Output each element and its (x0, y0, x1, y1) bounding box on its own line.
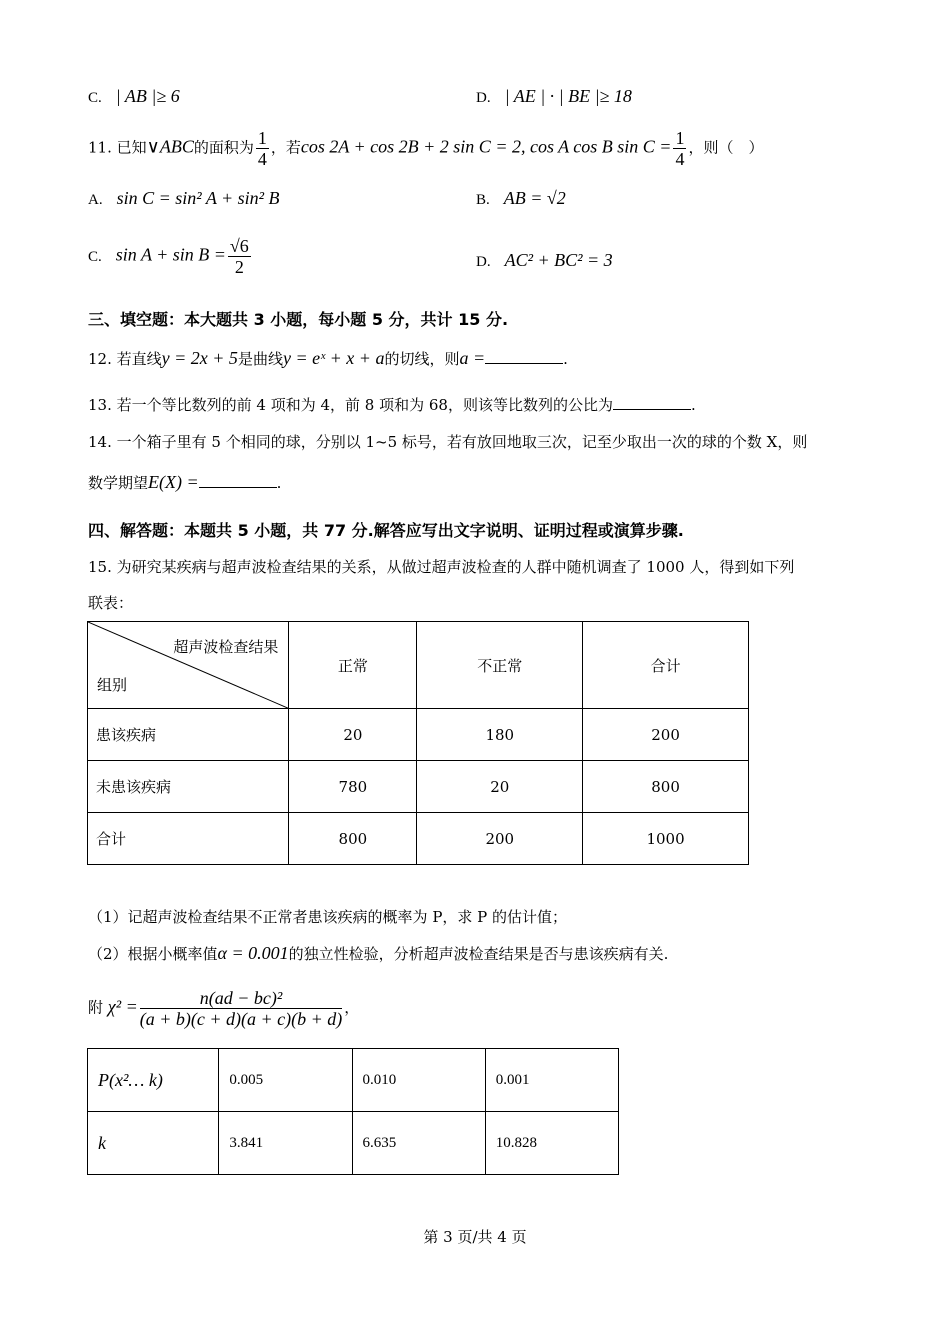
q14-answer-blank (199, 473, 277, 488)
section-3-heading: 三、填空题：本大题共 3 小题，每小题 5 分，共计 15 分. (88, 310, 509, 329)
q11-area-fraction: $\frac{1}{4}$ (257, 128, 267, 169)
q11-option-d: D. AC² + BC² = 3 (476, 250, 613, 270)
q11-cond-fraction: $\frac{1}{4}$ (675, 128, 685, 169)
table-row: k 3.841 6.635 10.828 (88, 1112, 619, 1175)
q11-stem: 11. 已知∨ABC的面积为 $\frac{1}{4}$ ，若cos 2A + cos 2B + 2 sin C = 2, cos A cos B sin C = $\frac{1}{4}$ ，则（ ） (88, 128, 764, 169)
q15-line2: 联表： (88, 594, 134, 612)
chi-square-formula: 附 χ² = $\frac{\text{n(ad − bc)²}}{(a + b)(c + d)(a + c)(b + d)}$ ， (88, 988, 360, 1029)
table-row: 未患该疾病 780 20 800 (88, 761, 749, 813)
q11-option-c-fraction: $\frac{√6}{2}$ (229, 236, 249, 277)
q10-option-d-expr: | AE | · | BE |≥ 18 (504, 86, 632, 106)
table-row: P(x²… k) 0.005 0.010 0.001 (88, 1049, 619, 1112)
q15-part2: （2）根据小概率值α = 0.001的独立性检验，分析超声波检查结果是否与患该疾病有关. (88, 943, 669, 963)
contingency-table (87, 621, 749, 865)
q14-line2: 数学期望E(X) = . (88, 472, 282, 492)
q10-option-d: D. | AE | · | BE |≥ 18 (476, 86, 632, 106)
critical-value-table (87, 1048, 619, 1175)
table-row: 合计 800 200 1000 (88, 813, 749, 865)
q14-line1: 14. 一个箱子里有 5 个相同的球，分别以 1~5 标号，若有放回地取三次，记至少取出一次的球的个数 X，则 (88, 433, 808, 451)
q11-option-b: B. AB = √2 (476, 188, 566, 208)
q11-condition: cos 2A + cos 2B + 2 sin C = 2, cos A cos B sin C = (300, 136, 672, 157)
q11-option-c: C. sin A + sin B = $\frac{√6}{2}$ (88, 236, 249, 277)
q13: 13. 若一个等比数列的前 4 项和为 4，前 8 项和为 68，则该等比数列的公比为 . (88, 396, 696, 414)
header-abnormal: 不正常 (417, 622, 583, 709)
q12-answer-blank (485, 349, 563, 364)
page-footer: 第 3 页/共 4 页 (423, 1228, 527, 1246)
table-row: 患该疾病 20 180 200 (88, 709, 749, 761)
q15-part1: （1）记超声波检查结果不正常者患该疾病的概率为 P，求 P 的估计值； (88, 908, 568, 926)
q13-answer-blank (613, 395, 691, 410)
header-normal: 正常 (289, 622, 417, 709)
q15-line1: 15. 为研究某疾病与超声波检查结果的关系，从做过超声波检查的人群中随机调查了 1000 人，得到如下列 (88, 558, 795, 576)
q11-option-a: A. sin C = sin² A + sin² B (88, 188, 280, 208)
section-4-heading: 四、解答题：本题共 5 小题，共 77 分.解答应写出文字说明、证明过程或演算步骤. (88, 521, 684, 540)
q12: 12. 若直线y = 2x + 5是曲线y = eˣ + x + a的切线，则a = . (88, 348, 568, 368)
q10-option-c-expr: | AB |≥ 6 (115, 86, 180, 106)
q10-option-c: C. | AB |≥ 6 (88, 86, 180, 106)
q11-triangle: ∨ABC (146, 136, 194, 157)
header-total: 合计 (583, 622, 749, 709)
chi-square-fraction: $\frac{\text{n(ad − bc)²}}{(a + b)(c + d)(a + c)(b + d)}$ (139, 988, 343, 1029)
table-corner-cell: 超声波检查结果 组别 (88, 622, 289, 709)
